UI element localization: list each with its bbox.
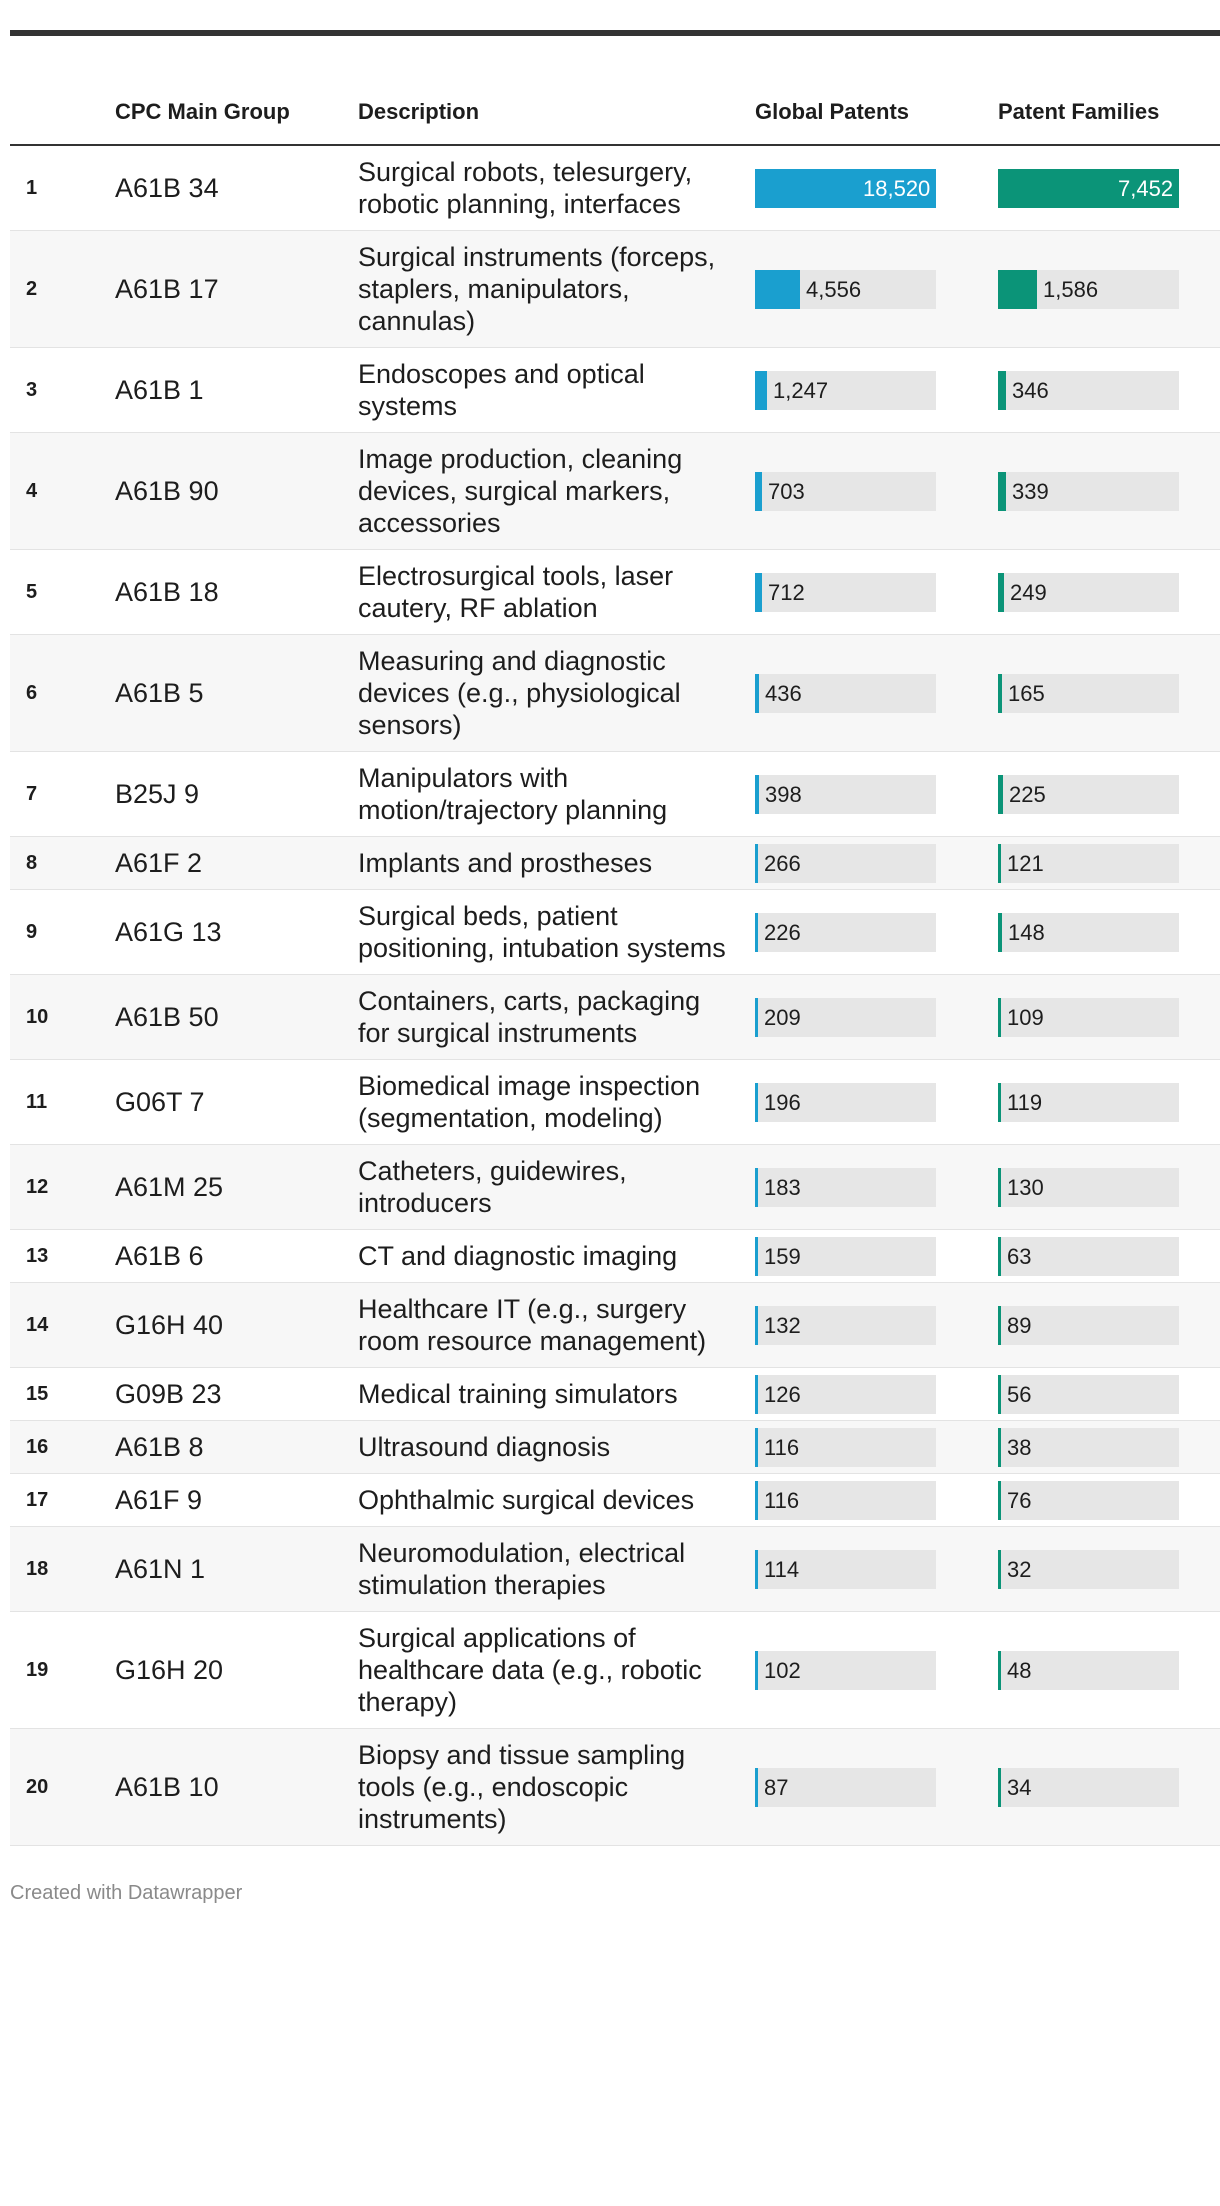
patent-families-bar bbox=[998, 844, 1001, 883]
global-patents-bar-track bbox=[755, 1168, 936, 1207]
patent-families-bar-track bbox=[998, 169, 1179, 208]
patent-families-bar-track bbox=[998, 1375, 1179, 1414]
patent-families-bar-track bbox=[998, 998, 1179, 1037]
global-patents-value-label: 398 bbox=[765, 781, 802, 807]
global-patents-cell bbox=[755, 890, 998, 975]
global-patents-bar-track bbox=[755, 1375, 936, 1414]
patent-families-bar-track bbox=[998, 1550, 1179, 1589]
patent-families-value-label: 225 bbox=[1009, 781, 1046, 807]
table-row[interactable] bbox=[10, 433, 1220, 550]
table-row[interactable] bbox=[10, 837, 1220, 890]
patent-families-value-label: 7,452 bbox=[1118, 175, 1174, 201]
global-patents-cell bbox=[755, 975, 998, 1060]
cpc-code-cell: A61B 17 bbox=[115, 273, 219, 304]
patent-families-value-label: 89 bbox=[1007, 1312, 1032, 1338]
global-patents-bar-track bbox=[755, 1237, 936, 1276]
global-patents-cell bbox=[755, 348, 998, 433]
description-cell: Endoscopes and optical systems bbox=[358, 359, 645, 421]
table-row[interactable] bbox=[10, 975, 1220, 1060]
global-patents-cell bbox=[755, 433, 998, 550]
global-patents-bar bbox=[755, 844, 758, 883]
global-patents-bar bbox=[755, 1550, 758, 1589]
patent-families-cell bbox=[998, 837, 1220, 890]
description-cell: Measuring and diagnostic devices (e.g., physiological sensors) bbox=[358, 646, 681, 740]
patent-families-bar bbox=[998, 1083, 1001, 1122]
global-patents-bar bbox=[755, 270, 800, 309]
rank-cell: 6 bbox=[26, 681, 38, 704]
table-row[interactable] bbox=[10, 1729, 1220, 1846]
global-patents-value-label: 132 bbox=[764, 1312, 801, 1338]
global-patents-value-label: 436 bbox=[765, 680, 802, 706]
table-row[interactable] bbox=[10, 752, 1220, 837]
header-global-patents[interactable]: Global Patents bbox=[755, 36, 998, 145]
global-patents-bar bbox=[755, 1768, 758, 1807]
cpc-code-cell: B25J 9 bbox=[115, 778, 200, 809]
patent-families-value-label: 48 bbox=[1007, 1657, 1032, 1683]
patent-families-value-label: 130 bbox=[1007, 1174, 1044, 1200]
global-patents-bar-track bbox=[755, 1083, 936, 1122]
description-cell: Healthcare IT (e.g., surgery room resource management) bbox=[358, 1294, 707, 1356]
global-patents-cell bbox=[755, 1230, 998, 1283]
patent-families-value-label: 34 bbox=[1007, 1774, 1032, 1800]
description-cell: Medical training simulators bbox=[358, 1379, 678, 1409]
patent-families-bar-track bbox=[998, 1168, 1179, 1207]
cpc-code-cell: A61B 34 bbox=[115, 172, 219, 203]
patent-families-bar-track bbox=[998, 775, 1179, 814]
patent-families-value-label: 63 bbox=[1007, 1243, 1032, 1269]
patent-families-bar bbox=[998, 1550, 1001, 1589]
patent-families-value-label: 339 bbox=[1012, 478, 1049, 504]
patent-families-bar bbox=[998, 1306, 1001, 1345]
patent-families-bar bbox=[998, 270, 1037, 309]
global-patents-value-label: 116 bbox=[764, 1487, 800, 1513]
global-patents-bar-track bbox=[755, 844, 936, 883]
patent-families-value-label: 119 bbox=[1007, 1089, 1043, 1115]
global-patents-bar-track bbox=[755, 1428, 936, 1467]
global-patents-value-label: 196 bbox=[764, 1089, 801, 1115]
global-patents-value-label: 712 bbox=[768, 579, 805, 605]
description-cell: Surgical beds, patient positioning, intubation systems bbox=[358, 901, 726, 963]
global-patents-bar-track bbox=[755, 1550, 936, 1589]
rank-cell: 3 bbox=[26, 378, 38, 401]
global-patents-cell bbox=[755, 1283, 998, 1368]
global-patents-bar bbox=[755, 1306, 758, 1345]
global-patents-bar-track bbox=[755, 1481, 936, 1520]
patent-families-cell bbox=[998, 975, 1220, 1060]
global-patents-value-label: 703 bbox=[768, 478, 805, 504]
description-cell: Containers, carts, packaging for surgical instruments bbox=[358, 986, 701, 1048]
patent-families-cell bbox=[998, 890, 1220, 975]
patent-families-bar bbox=[998, 1168, 1001, 1207]
patent-families-value-label: 38 bbox=[1007, 1434, 1032, 1460]
global-patents-bar-track bbox=[755, 472, 936, 511]
global-patents-cell bbox=[755, 1368, 998, 1421]
table-row[interactable] bbox=[10, 1421, 1220, 1474]
table-row[interactable] bbox=[10, 348, 1220, 433]
patent-families-bar-track bbox=[998, 1237, 1179, 1276]
patent-families-bar bbox=[998, 1651, 1001, 1690]
global-patents-cell bbox=[755, 550, 998, 635]
global-patents-bar bbox=[755, 472, 762, 511]
patent-families-value-label: 249 bbox=[1010, 579, 1047, 605]
patent-families-bar-track bbox=[998, 1481, 1179, 1520]
global-patents-bar bbox=[755, 1481, 758, 1520]
patent-families-bar-track bbox=[998, 472, 1179, 511]
description-cell: Image production, cleaning devices, surgical markers, accessories bbox=[358, 444, 683, 538]
header-row bbox=[10, 36, 1220, 145]
global-patents-cell bbox=[755, 635, 998, 752]
global-patents-bar-track bbox=[755, 674, 936, 713]
global-patents-bar-track bbox=[755, 371, 936, 410]
description-cell: Neuromodulation, electrical stimulation therapies bbox=[358, 1538, 686, 1600]
global-patents-bar bbox=[755, 1428, 758, 1467]
description-cell: CT and diagnostic imaging bbox=[358, 1241, 678, 1271]
global-patents-bar-track bbox=[755, 573, 936, 612]
table-row[interactable] bbox=[10, 635, 1220, 752]
rank-cell: 8 bbox=[26, 851, 38, 874]
cpc-code-cell: A61B 90 bbox=[115, 475, 219, 506]
table-row[interactable] bbox=[10, 550, 1220, 635]
global-patents-bar-track bbox=[755, 913, 936, 952]
global-patents-cell bbox=[755, 752, 998, 837]
rank-cell: 12 bbox=[26, 1175, 49, 1198]
rank-cell: 18 bbox=[26, 1557, 49, 1580]
header-cpc[interactable]: CPC Main Group bbox=[115, 36, 358, 145]
global-patents-cell bbox=[755, 1729, 998, 1846]
table-body bbox=[10, 145, 1220, 1846]
cpc-code-cell: G16H 20 bbox=[115, 1654, 224, 1685]
table-row[interactable] bbox=[10, 1230, 1220, 1283]
chart-container bbox=[10, 30, 1220, 1905]
table-row[interactable] bbox=[10, 145, 1220, 231]
table-row[interactable] bbox=[10, 1145, 1220, 1230]
rank-cell: 20 bbox=[26, 1775, 49, 1798]
header-patent-families[interactable]: Patent Families bbox=[998, 36, 1220, 145]
patent-families-cell bbox=[998, 348, 1220, 433]
rank-cell: 11 bbox=[26, 1090, 48, 1113]
patent-families-cell bbox=[998, 1283, 1220, 1368]
table-row[interactable] bbox=[10, 1283, 1220, 1368]
global-patents-bar bbox=[755, 998, 758, 1037]
patent-families-value-label: 76 bbox=[1007, 1487, 1032, 1513]
patent-families-cell bbox=[998, 145, 1220, 231]
description-cell: Ultrasound diagnosis bbox=[358, 1432, 611, 1462]
global-patents-value-label: 102 bbox=[764, 1657, 801, 1683]
global-patents-value-label: 159 bbox=[764, 1243, 801, 1269]
patent-families-cell bbox=[998, 1368, 1220, 1421]
patent-families-bar bbox=[998, 913, 1002, 952]
global-patents-bar bbox=[755, 775, 759, 814]
patent-families-cell bbox=[998, 1421, 1220, 1474]
patent-families-bar bbox=[998, 472, 1006, 511]
patent-families-value-label: 56 bbox=[1007, 1381, 1032, 1407]
patent-families-cell bbox=[998, 1474, 1220, 1527]
rank-cell: 10 bbox=[26, 1005, 49, 1028]
global-patents-value-label: 4,556 bbox=[806, 276, 862, 302]
global-patents-bar-track bbox=[755, 1306, 936, 1345]
patent-families-bar-track bbox=[998, 371, 1179, 410]
header-description[interactable]: Description bbox=[358, 36, 755, 145]
cpc-code-cell: A61B 8 bbox=[115, 1431, 204, 1462]
description-cell: Electrosurgical tools, laser cautery, RF ablation bbox=[358, 561, 674, 623]
cpc-code-cell: A61B 5 bbox=[115, 677, 204, 708]
cpc-code-cell: G09B 23 bbox=[115, 1378, 222, 1409]
description-cell: Catheters, guidewires, introducers bbox=[358, 1156, 627, 1218]
global-patents-cell bbox=[755, 145, 998, 231]
patent-families-cell bbox=[998, 1145, 1220, 1230]
patent-families-cell bbox=[998, 1527, 1220, 1612]
patent-families-value-label: 32 bbox=[1007, 1556, 1032, 1582]
global-patents-value-label: 126 bbox=[764, 1381, 801, 1407]
global-patents-bar-track bbox=[755, 775, 936, 814]
rank-cell: 4 bbox=[26, 479, 38, 502]
cpc-code-cell: A61B 1 bbox=[115, 374, 204, 405]
global-patents-bar bbox=[755, 913, 758, 952]
patent-families-cell bbox=[998, 550, 1220, 635]
patent-families-bar-track bbox=[998, 844, 1179, 883]
patent-families-bar bbox=[998, 1768, 1001, 1807]
patent-families-cell bbox=[998, 752, 1220, 837]
patent-families-value-label: 121 bbox=[1007, 850, 1044, 876]
global-patents-cell bbox=[755, 1474, 998, 1527]
cpc-code-cell: A61B 50 bbox=[115, 1001, 219, 1032]
patent-families-value-label: 165 bbox=[1008, 680, 1045, 706]
global-patents-bar-track bbox=[755, 169, 936, 208]
global-patents-bar bbox=[755, 1237, 758, 1276]
patent-families-bar-track bbox=[998, 1306, 1179, 1345]
global-patents-bar bbox=[755, 1083, 758, 1122]
global-patents-cell bbox=[755, 1527, 998, 1612]
patent-families-bar bbox=[998, 1481, 1001, 1520]
patent-families-cell bbox=[998, 1729, 1220, 1846]
global-patents-value-label: 18,520 bbox=[863, 175, 931, 201]
table-row[interactable] bbox=[10, 231, 1220, 348]
cpc-code-cell: A61B 10 bbox=[115, 1771, 219, 1802]
global-patents-bar bbox=[755, 1168, 758, 1207]
rank-cell: 5 bbox=[26, 580, 38, 603]
footer-credit[interactable]: Created with Datawrapper bbox=[10, 1882, 243, 1904]
patent-families-value-label: 346 bbox=[1012, 377, 1049, 403]
global-patents-cell bbox=[755, 1421, 998, 1474]
description-cell: Surgical robots, telesurgery, robotic planning, interfaces bbox=[358, 157, 693, 219]
patent-families-value-label: 148 bbox=[1008, 919, 1045, 945]
rank-cell: 14 bbox=[26, 1313, 49, 1336]
patent-families-bar-track bbox=[998, 270, 1179, 309]
patent-families-bar bbox=[998, 998, 1001, 1037]
patent-families-bar bbox=[998, 1237, 1001, 1276]
global-patents-value-label: 114 bbox=[764, 1556, 800, 1582]
cpc-code-cell: A61M 25 bbox=[115, 1171, 224, 1202]
global-patents-bar-track bbox=[755, 998, 936, 1037]
patent-families-bar-track bbox=[998, 1083, 1179, 1122]
global-patents-cell bbox=[755, 231, 998, 348]
patent-families-bar bbox=[998, 775, 1003, 814]
cpc-code-cell: A61F 2 bbox=[115, 847, 203, 878]
cpc-code-cell: A61G 13 bbox=[115, 916, 222, 947]
global-patents-bar-track bbox=[755, 270, 936, 309]
patent-families-cell bbox=[998, 1230, 1220, 1283]
cpc-code-cell: G16H 40 bbox=[115, 1309, 224, 1340]
description-cell: Implants and prostheses bbox=[358, 848, 653, 878]
cpc-code-cell: G06T 7 bbox=[115, 1086, 205, 1117]
header-rank bbox=[10, 36, 115, 145]
global-patents-bar bbox=[755, 674, 759, 713]
global-patents-cell bbox=[755, 1145, 998, 1230]
table-row[interactable] bbox=[10, 1060, 1220, 1145]
rank-cell: 9 bbox=[26, 920, 38, 943]
global-patents-value-label: 226 bbox=[764, 919, 801, 945]
rank-cell: 7 bbox=[26, 782, 38, 805]
global-patents-cell bbox=[755, 1612, 998, 1729]
patent-families-cell bbox=[998, 1060, 1220, 1145]
global-patents-value-label: 209 bbox=[764, 1004, 801, 1030]
description-cell: Biomedical image inspection (segmentation, modeling) bbox=[358, 1071, 701, 1133]
rank-cell: 2 bbox=[26, 277, 38, 300]
description-cell: Surgical instruments (forceps, staplers, manipulators, cannulas) bbox=[358, 242, 716, 336]
table-row[interactable] bbox=[10, 890, 1220, 975]
global-patents-value-label: 266 bbox=[764, 850, 801, 876]
patent-families-cell bbox=[998, 635, 1220, 752]
table-row[interactable] bbox=[10, 1474, 1220, 1527]
rank-cell: 15 bbox=[26, 1382, 49, 1405]
global-patents-bar-track bbox=[755, 1651, 936, 1690]
patent-families-bar-track bbox=[998, 1651, 1179, 1690]
cpc-code-cell: A61B 18 bbox=[115, 576, 219, 607]
global-patents-value-label: 87 bbox=[764, 1774, 789, 1800]
global-patents-cell bbox=[755, 1060, 998, 1145]
global-patents-bar bbox=[755, 1375, 758, 1414]
global-patents-cell bbox=[755, 837, 998, 890]
patent-families-value-label: 1,586 bbox=[1043, 276, 1099, 302]
patent-families-bar-track bbox=[998, 573, 1179, 612]
rank-cell: 17 bbox=[26, 1488, 49, 1511]
data-table bbox=[10, 36, 1220, 1846]
global-patents-bar bbox=[755, 1651, 758, 1690]
global-patents-value-label: 183 bbox=[764, 1174, 801, 1200]
patent-families-cell bbox=[998, 231, 1220, 348]
global-patents-bar bbox=[755, 573, 762, 612]
global-patents-value-label: 1,247 bbox=[773, 377, 829, 403]
patent-families-bar-track bbox=[998, 1768, 1179, 1807]
rank-cell: 1 bbox=[26, 176, 38, 199]
global-patents-value-label: 116 bbox=[764, 1434, 800, 1460]
cpc-code-cell: A61B 6 bbox=[115, 1240, 204, 1271]
table-row[interactable] bbox=[10, 1527, 1220, 1612]
description-cell: Ophthalmic surgical devices bbox=[358, 1485, 695, 1515]
patent-families-bar bbox=[998, 674, 1002, 713]
patent-families-bar bbox=[998, 1428, 1001, 1467]
table-row[interactable] bbox=[10, 1368, 1220, 1421]
patent-families-bar bbox=[998, 573, 1004, 612]
rank-cell: 19 bbox=[26, 1658, 49, 1681]
description-cell: Surgical applications of healthcare data (e.g., robotic therapy) bbox=[358, 1623, 702, 1717]
cpc-code-cell: A61F 9 bbox=[115, 1484, 203, 1515]
global-patents-bar bbox=[755, 371, 767, 410]
patent-families-bar bbox=[998, 371, 1006, 410]
cpc-code-cell: A61N 1 bbox=[115, 1553, 206, 1584]
patent-families-bar-track bbox=[998, 913, 1179, 952]
patent-families-cell bbox=[998, 1612, 1220, 1729]
patent-families-bar-track bbox=[998, 1428, 1179, 1467]
description-cell: Biopsy and tissue sampling tools (e.g., endoscopic instruments) bbox=[358, 1740, 686, 1834]
patent-families-bar-track bbox=[998, 674, 1179, 713]
description-cell: Manipulators with motion/trajectory planning bbox=[358, 763, 668, 825]
rank-cell: 16 bbox=[26, 1435, 49, 1458]
patent-families-bar bbox=[998, 1375, 1001, 1414]
patent-families-value-label: 109 bbox=[1007, 1004, 1044, 1030]
rank-cell: 13 bbox=[26, 1244, 49, 1267]
table-row[interactable] bbox=[10, 1612, 1220, 1729]
global-patents-bar-track bbox=[755, 1768, 936, 1807]
patent-families-cell bbox=[998, 433, 1220, 550]
